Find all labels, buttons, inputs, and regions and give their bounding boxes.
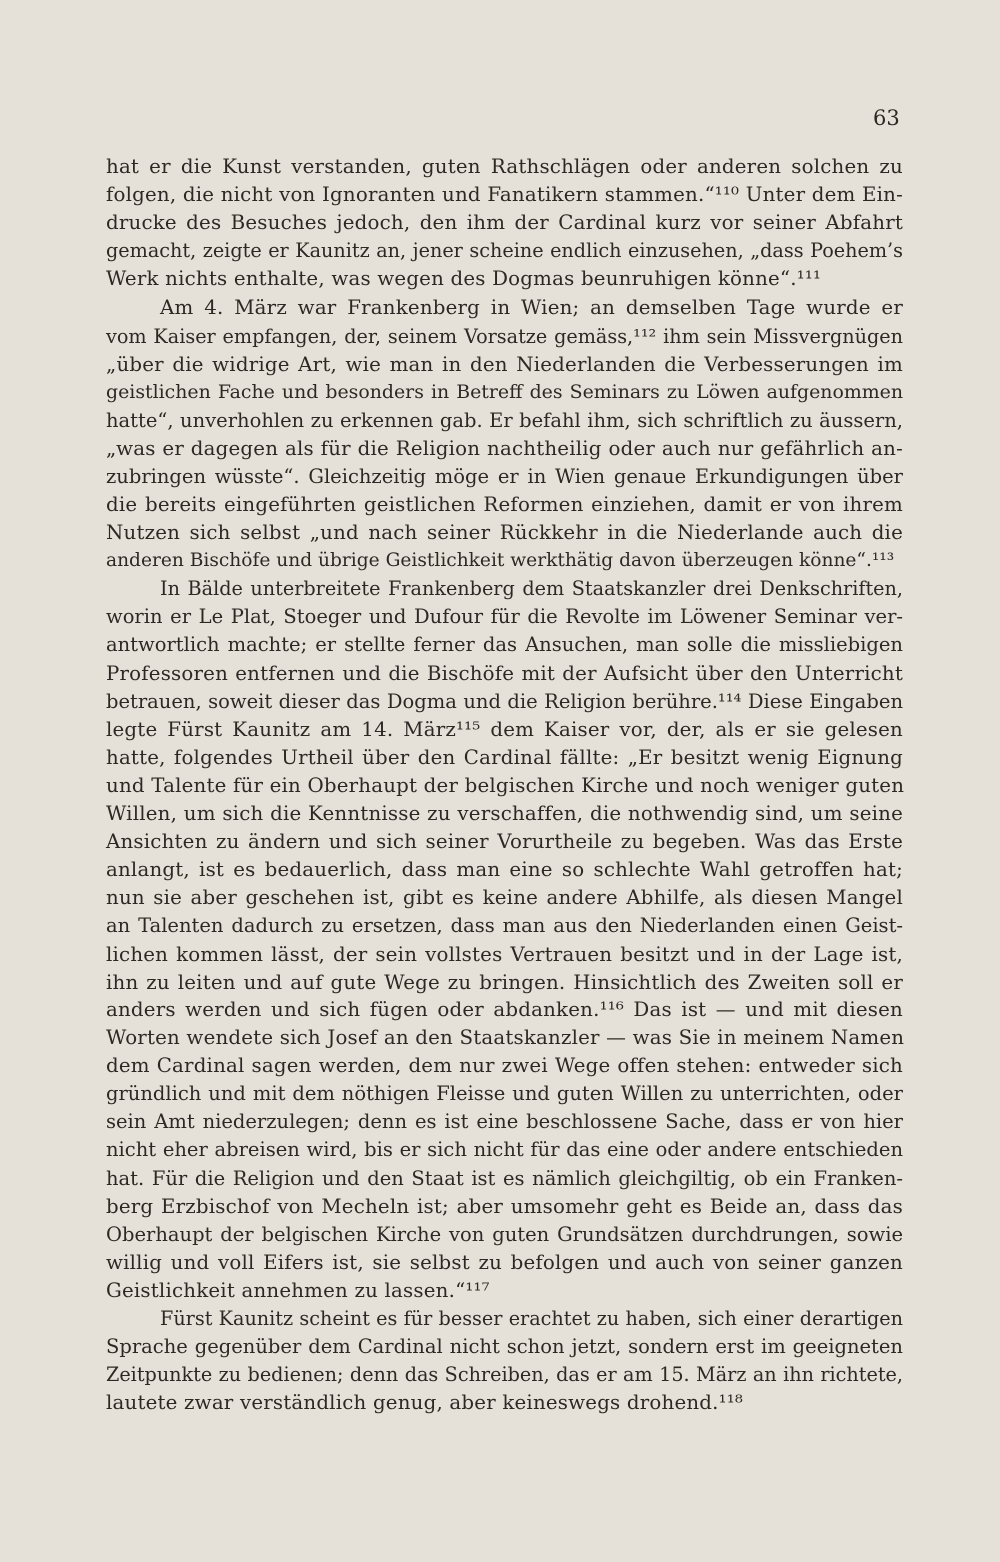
text-line: lautete zwar verständlich genug, aber keineswegs drohend.¹¹⁸ <box>106 1391 744 1414</box>
text-line: „was er dagegen als für die Religion nachtheilig oder auch nur gefährlich an- <box>106 437 903 460</box>
text-line: Am 4. März war Frankenberg in Wien; an demselben Tage wurde er <box>160 296 903 319</box>
text-line: legte Fürst Kaunitz am 14. März¹¹⁵ dem Kaiser vor, der, als er sie gelesen <box>106 718 903 741</box>
text-line: und Talente für ein Oberhaupt der belgischen Kirche und noch weniger guten <box>106 774 905 797</box>
text-line: Geistlichkeit annehmen zu lassen.“¹¹⁷ <box>106 1279 490 1302</box>
text-line: antwortlich machte; er stellte ferner das Ansuchen, man solle die missliebigen <box>106 633 903 656</box>
text-line: hat. Für die Religion und den Staat ist es nämlich gleichgiltig, ob ein Franken- <box>106 1167 903 1190</box>
text-line: „über die widrige Art, wie man in den Niederlanden die Verbesserungen im <box>106 353 903 376</box>
text-line: hat er die Kunst verstanden, guten Rathschlägen oder anderen solchen zu <box>106 155 903 178</box>
text-line: die bereits eingeführten geistlichen Reformen einziehen, damit er von ihrem <box>106 493 903 516</box>
text-line: geistlichen Fache und besonders in Betreff des Seminars zu Löwen aufgenommen <box>106 381 903 403</box>
text-line: anderen Bischöfe und übrige Geistlichkeit werkthätig davon überzeugen könne“.¹¹³ <box>106 550 895 571</box>
text-line: betrauen, soweit dieser das Dogma und die Religion berühre.¹¹⁴ Diese Eingaben <box>106 690 903 713</box>
text-line: folgen, die nicht von Ignoranten und Fanatikern stammen.“¹¹⁰ Unter dem Ein- <box>106 183 903 206</box>
text-line: Ansichten zu ändern und sich seiner Vorurtheile zu begeben. Was das Erste <box>106 830 903 853</box>
text-line: Willen, um sich die Kenntnisse zu verschaffen, die nothwendig sind, um seine <box>106 802 903 825</box>
text-line: drucke des Besuches jedoch, den ihm der Cardinal kurz vor seiner Abfahrt <box>106 211 903 234</box>
page-number: 63 <box>873 106 900 130</box>
text-line: willig und voll Eifers ist, sie selbst zu befolgen und auch von seiner ganzen <box>106 1251 903 1274</box>
text-line: vom Kaiser empfangen, der, seinem Vorsatze gemäss,¹¹² ihm sein Missvergnügen <box>106 325 903 348</box>
text-line: gemacht, zeigte er Kaunitz an, jener scheine endlich einzusehen, „dass Poehem’s <box>106 239 903 262</box>
text-line: Oberhaupt der belgischen Kirche von guten Grundsätzen durchdrungen, sowie <box>106 1223 903 1246</box>
text-line: gründlich und mit dem nöthigen Fleisse und guten Willen zu unterrichten, oder <box>106 1082 903 1105</box>
text-line: anlangt, ist es bedauerlich, dass man eine so schlechte Wahl getroffen hat; <box>106 858 903 881</box>
text-line: hatte, folgendes Urtheil über den Cardinal fällte: „Er besitzt wenig Eignung <box>106 746 903 769</box>
text-line: Werk nichts enthalte, was wegen des Dogmas beunruhigen könne“.¹¹¹ <box>106 267 822 290</box>
text-line: anders werden und sich fügen oder abdanken.¹¹⁶ Das ist — und mit diesen <box>106 998 903 1021</box>
text-line: Nutzen sich selbst „und nach seiner Rückkehr in die Niederlande auch die <box>106 521 903 544</box>
text-line: nun sie aber geschehen ist, gibt es keine andere Abhilfe, als diesen Mangel <box>106 886 903 909</box>
text-line: lichen kommen lässt, der sein vollstes Vertrauen besitzt und in der Lage ist, <box>106 943 903 966</box>
text-line: dem Cardinal sagen werden, dem nur zwei Wege offen stehen: entweder sich <box>106 1054 903 1077</box>
text-line: In Bälde unterbreitete Frankenberg dem Staatskanzler drei Denkschriften, <box>160 577 903 600</box>
text-line: nicht eher abreisen wird, bis er sich nicht für das eine oder andere entschieden <box>106 1138 903 1161</box>
text-line: berg Erzbischof von Mecheln ist; aber umsomehr geht es Beide an, dass das <box>106 1195 903 1218</box>
text-line: Fürst Kaunitz scheint es für besser erachtet zu haben, sich einer derartigen <box>160 1307 903 1330</box>
text-line: worin er Le Plat, Stoeger und Dufour für die Revolte im Löwener Seminar ver- <box>106 605 903 628</box>
text-line: Worten wendete sich Josef an den Staatskanzler — was Sie in meinem Namen <box>106 1026 905 1049</box>
text-line: zubringen wüsste“. Gleichzeitig möge er in Wien genaue Erkundigungen über <box>106 465 903 488</box>
text-line: Sprache gegenüber dem Cardinal nicht schon jetzt, sondern erst im geeigneten <box>106 1335 903 1358</box>
text-line: hatte“, unverhohlen zu erkennen gab. Er befahl ihm, sich schriftlich zu äussern, <box>106 409 903 432</box>
text-line: Zeitpunkte zu bedienen; denn das Schreiben, das er am 15. März an ihn richtete, <box>106 1363 903 1386</box>
text-line: an Talenten dadurch zu ersetzen, dass man aus den Niederlanden einen Geist- <box>106 914 903 937</box>
text-line: Professoren entfernen und die Bischöfe mit der Aufsicht über den Unterricht <box>106 662 903 685</box>
text-line: sein Amt niederzulegen; denn es ist eine beschlossene Sache, dass er von hier <box>106 1110 903 1133</box>
text-line: ihn zu leiten und auf gute Wege zu bringen. Hinsichtlich des Zweiten soll er <box>106 971 903 994</box>
